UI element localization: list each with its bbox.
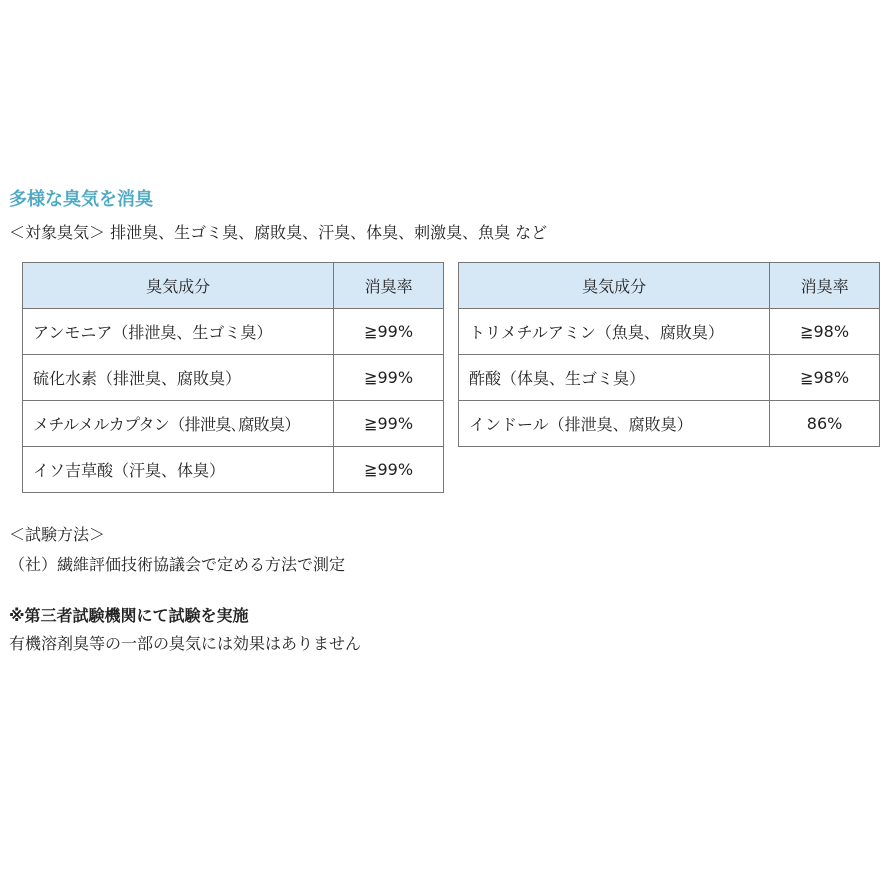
table-row bbox=[459, 401, 880, 447]
component: イソ吉草酸（汗臭、体臭） bbox=[23, 447, 334, 493]
header-component: 臭気成分 bbox=[23, 263, 334, 309]
component: アンモニア（排泄臭、生ゴミ臭） bbox=[23, 309, 334, 355]
rate: ≧99% bbox=[334, 309, 444, 355]
table-row bbox=[459, 309, 880, 355]
rate: ≧98% bbox=[770, 309, 880, 355]
rate: ≧98% bbox=[770, 355, 880, 401]
component: トリメチルアミン（魚臭、腐敗臭） bbox=[459, 309, 770, 355]
table-row bbox=[459, 355, 880, 401]
rate: ≧99% bbox=[334, 401, 444, 447]
method-heading: ＜試験方法＞ bbox=[9, 525, 106, 544]
deodorization-table-right bbox=[458, 262, 880, 447]
table-row bbox=[23, 309, 444, 355]
table-row bbox=[23, 355, 444, 401]
section-title: 多様な臭気を消臭 bbox=[9, 189, 153, 210]
target-odors: ＜対象臭気＞ 排泄臭、生ゴミ臭、腐敗臭、汗臭、体臭、刺激臭、魚臭 など bbox=[9, 223, 548, 242]
note-text: 有機溶剤臭等の一部の臭気には効果はありません bbox=[9, 634, 362, 653]
table-row bbox=[23, 447, 444, 493]
rate: ≧99% bbox=[334, 355, 444, 401]
method-text: （社）繊維評価技術協議会で定める方法で測定 bbox=[9, 555, 346, 574]
component: インドール（排泄臭、腐敗臭） bbox=[459, 401, 770, 447]
header-rate: 消臭率 bbox=[770, 263, 880, 309]
component: 硫化水素（排泄臭、腐敗臭） bbox=[23, 355, 334, 401]
component: メチルメルカプタン（排泄臭､腐敗臭） bbox=[23, 401, 334, 447]
note-bold: ※第三者試験機関にて試験を実施 bbox=[9, 606, 249, 625]
rate: ≧99% bbox=[334, 447, 444, 493]
component: 酢酸（体臭、生ゴミ臭） bbox=[459, 355, 770, 401]
table-row bbox=[23, 401, 444, 447]
header-rate: 消臭率 bbox=[334, 263, 444, 309]
rate: 86% bbox=[770, 401, 880, 447]
header-component: 臭気成分 bbox=[459, 263, 770, 309]
deodorization-table-left bbox=[22, 262, 444, 493]
